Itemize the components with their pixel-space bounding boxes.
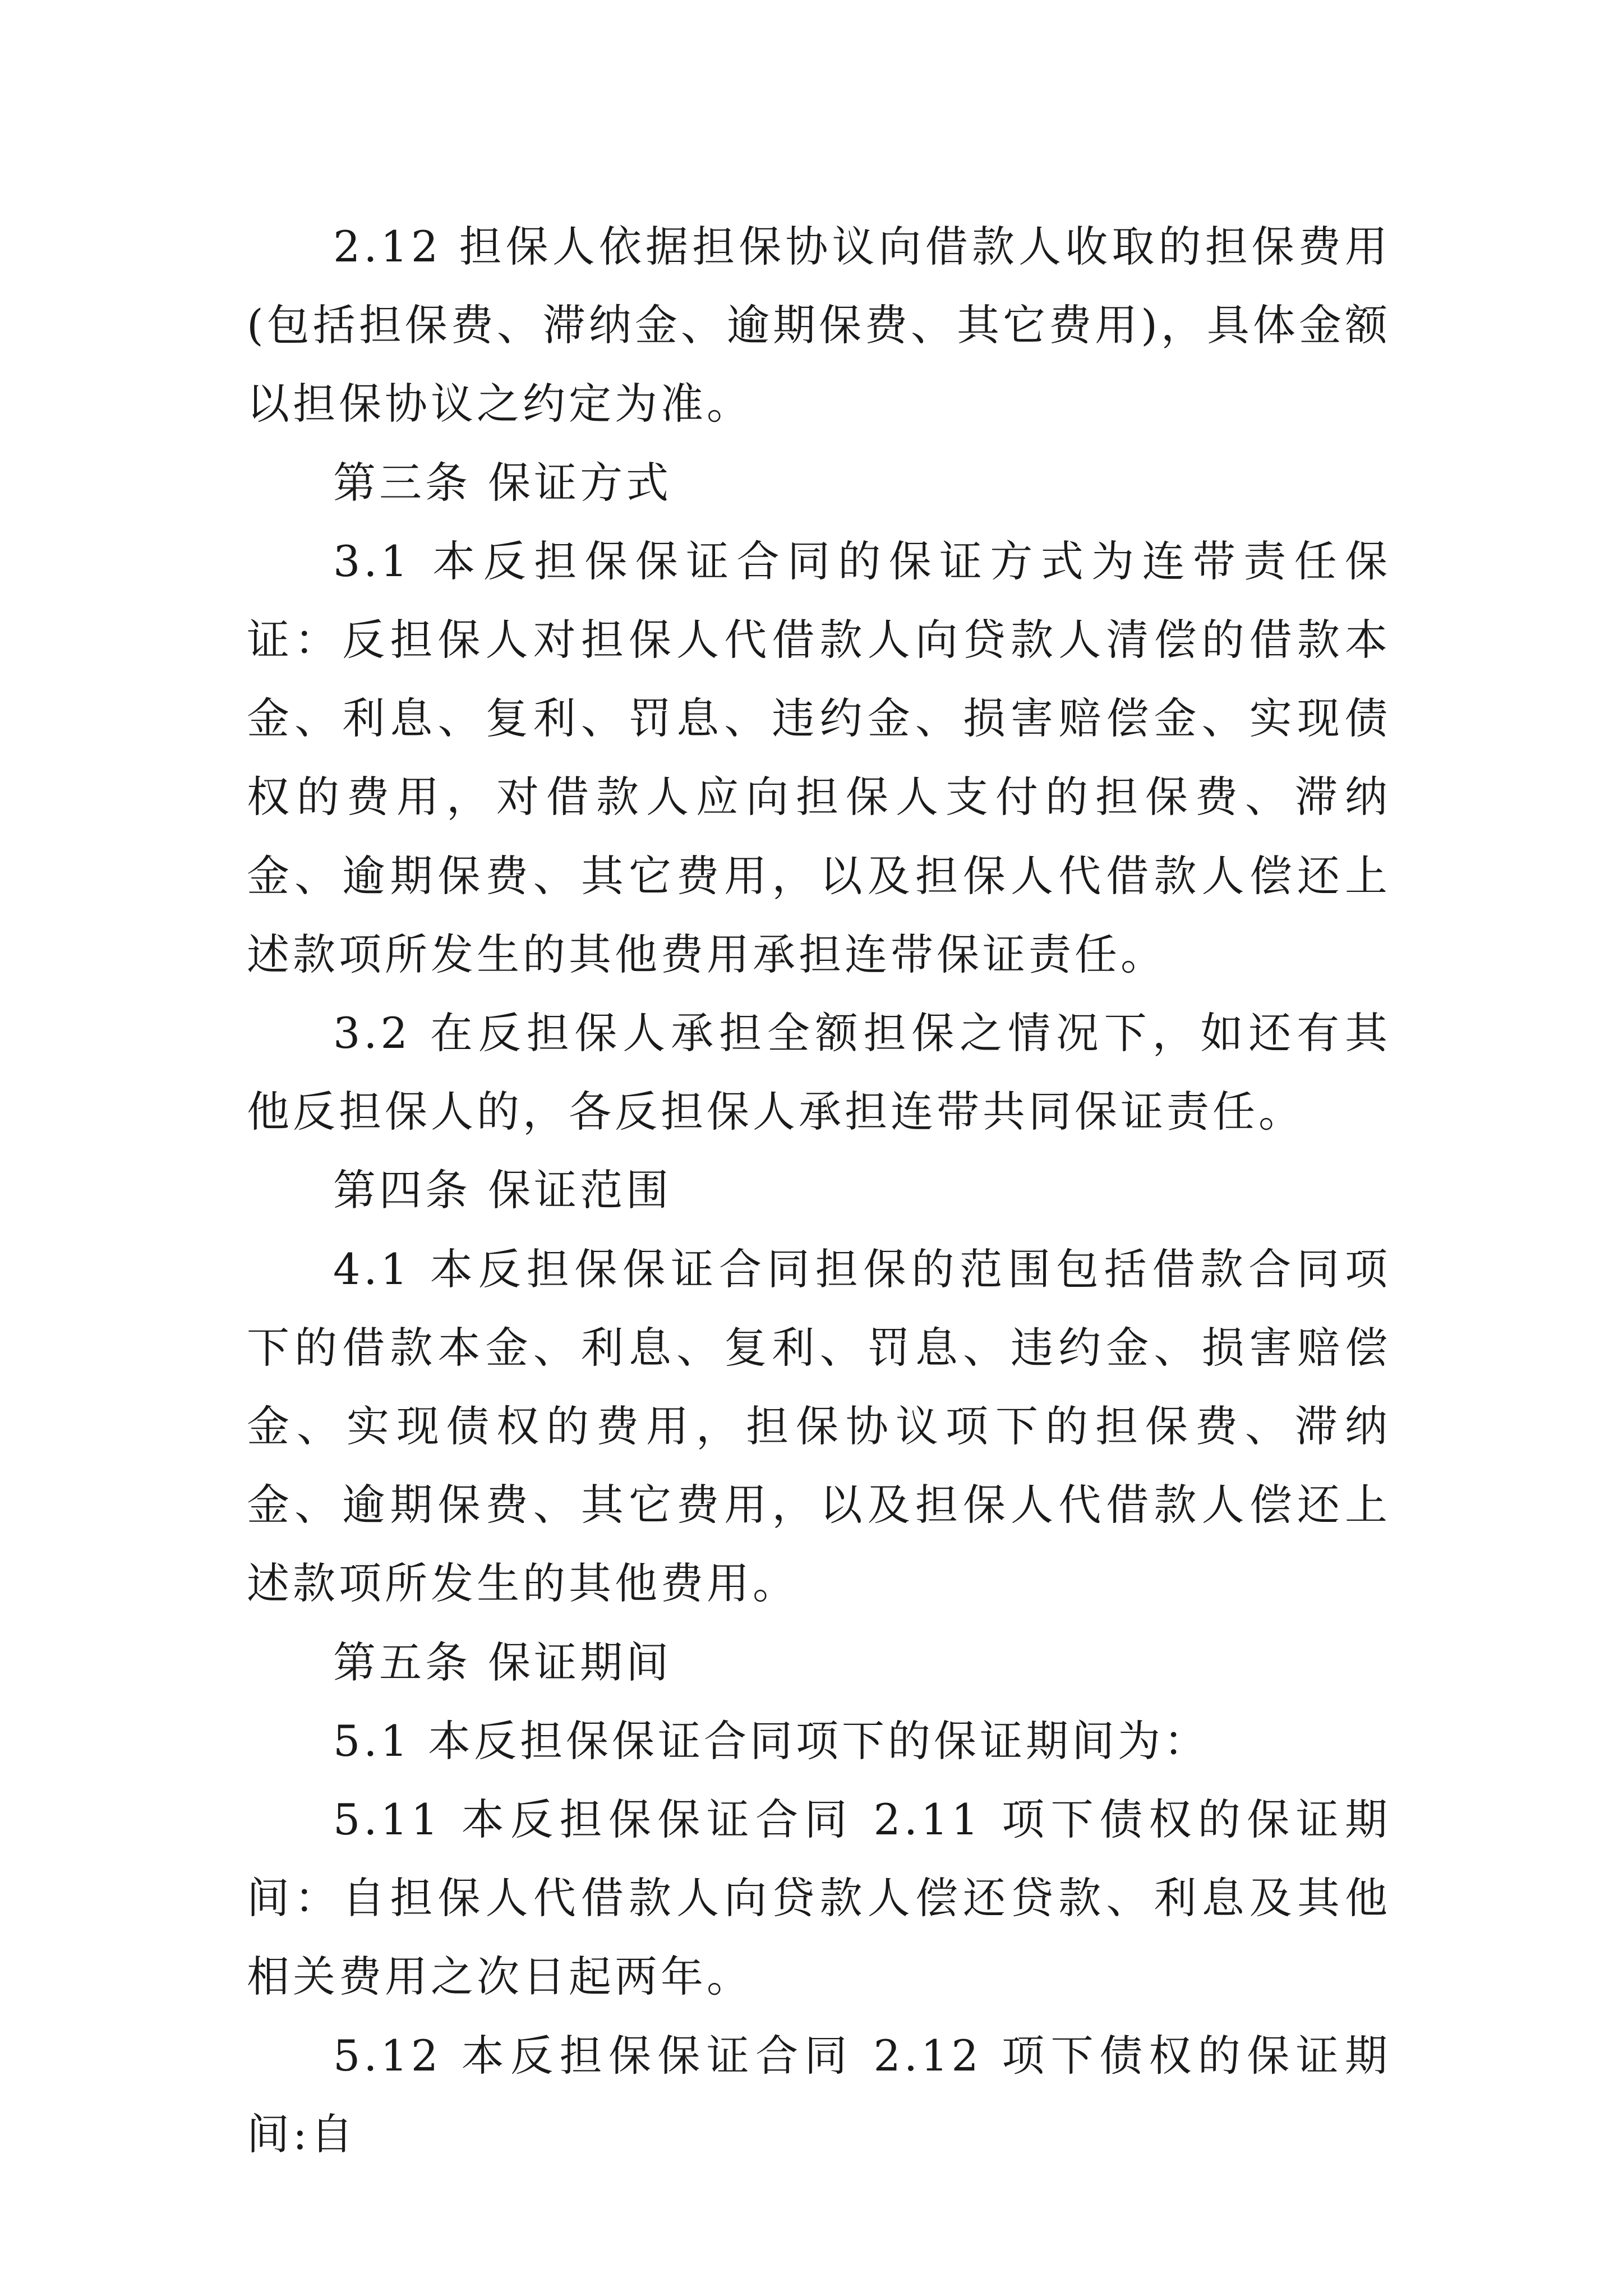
clause-5-1: 5.1 本反担保保证合同项下的保证期间为：: [333, 1715, 1210, 1766]
clause-5-12: 5.12 本反担保保证合同 2.12 项下债权的保证期间:自: [247, 2030, 1391, 2159]
clause-3-1: 3.1 本反担保保证合同的保证方式为连带责任保证：反担保人对担保人代借款人向贷款人清偿的借款本金、利息、复利、罚息、违约金、损害赔偿金、实现债权的费用，对借款人应向担保人支付的担保费、滞纳金、逾期保费、其它费用，以及担保人代借款人偿还上述款项所发生的其他费用承担连带保证责任。: [247, 536, 1391, 979]
clause-5-11: 5.11 本反担保保证合同 2.11 项下债权的保证期间：自担保人代借款人向贷款人偿还贷款、利息及其他相关费用之次日起两年。: [247, 1795, 1391, 2002]
document-body: [247, 208, 1391, 2174]
clause-4-1: 4.1 本反担保保证合同担保的范围包括借款合同项下的借款本金、利息、复利、罚息、违约金、损害赔偿金、实现债权的费用，担保协议项下的担保费、滞纳金、逾期保费、其它费用，以及担保人代借款人偿还上述款项所发生的其他费用。: [247, 1244, 1391, 1609]
clause-3-2: 3.2 在反担保人承担全额担保之情况下，如还有其他反担保人的，各反担保人承担连带共同保证责任。: [247, 1008, 1391, 1137]
clause-2-12: 2.12 担保人依据担保协议向借款人收取的担保费用(包括担保费、滞纳金、逾期保费、其它费用)，具体金额以担保协议之约定为准。: [247, 222, 1391, 429]
article-4-heading: 第四条 保证范围: [333, 1165, 672, 1216]
article-5-heading: 第五条 保证期间: [333, 1637, 672, 1687]
article-3-heading: 第三条 保证方式: [333, 457, 672, 508]
